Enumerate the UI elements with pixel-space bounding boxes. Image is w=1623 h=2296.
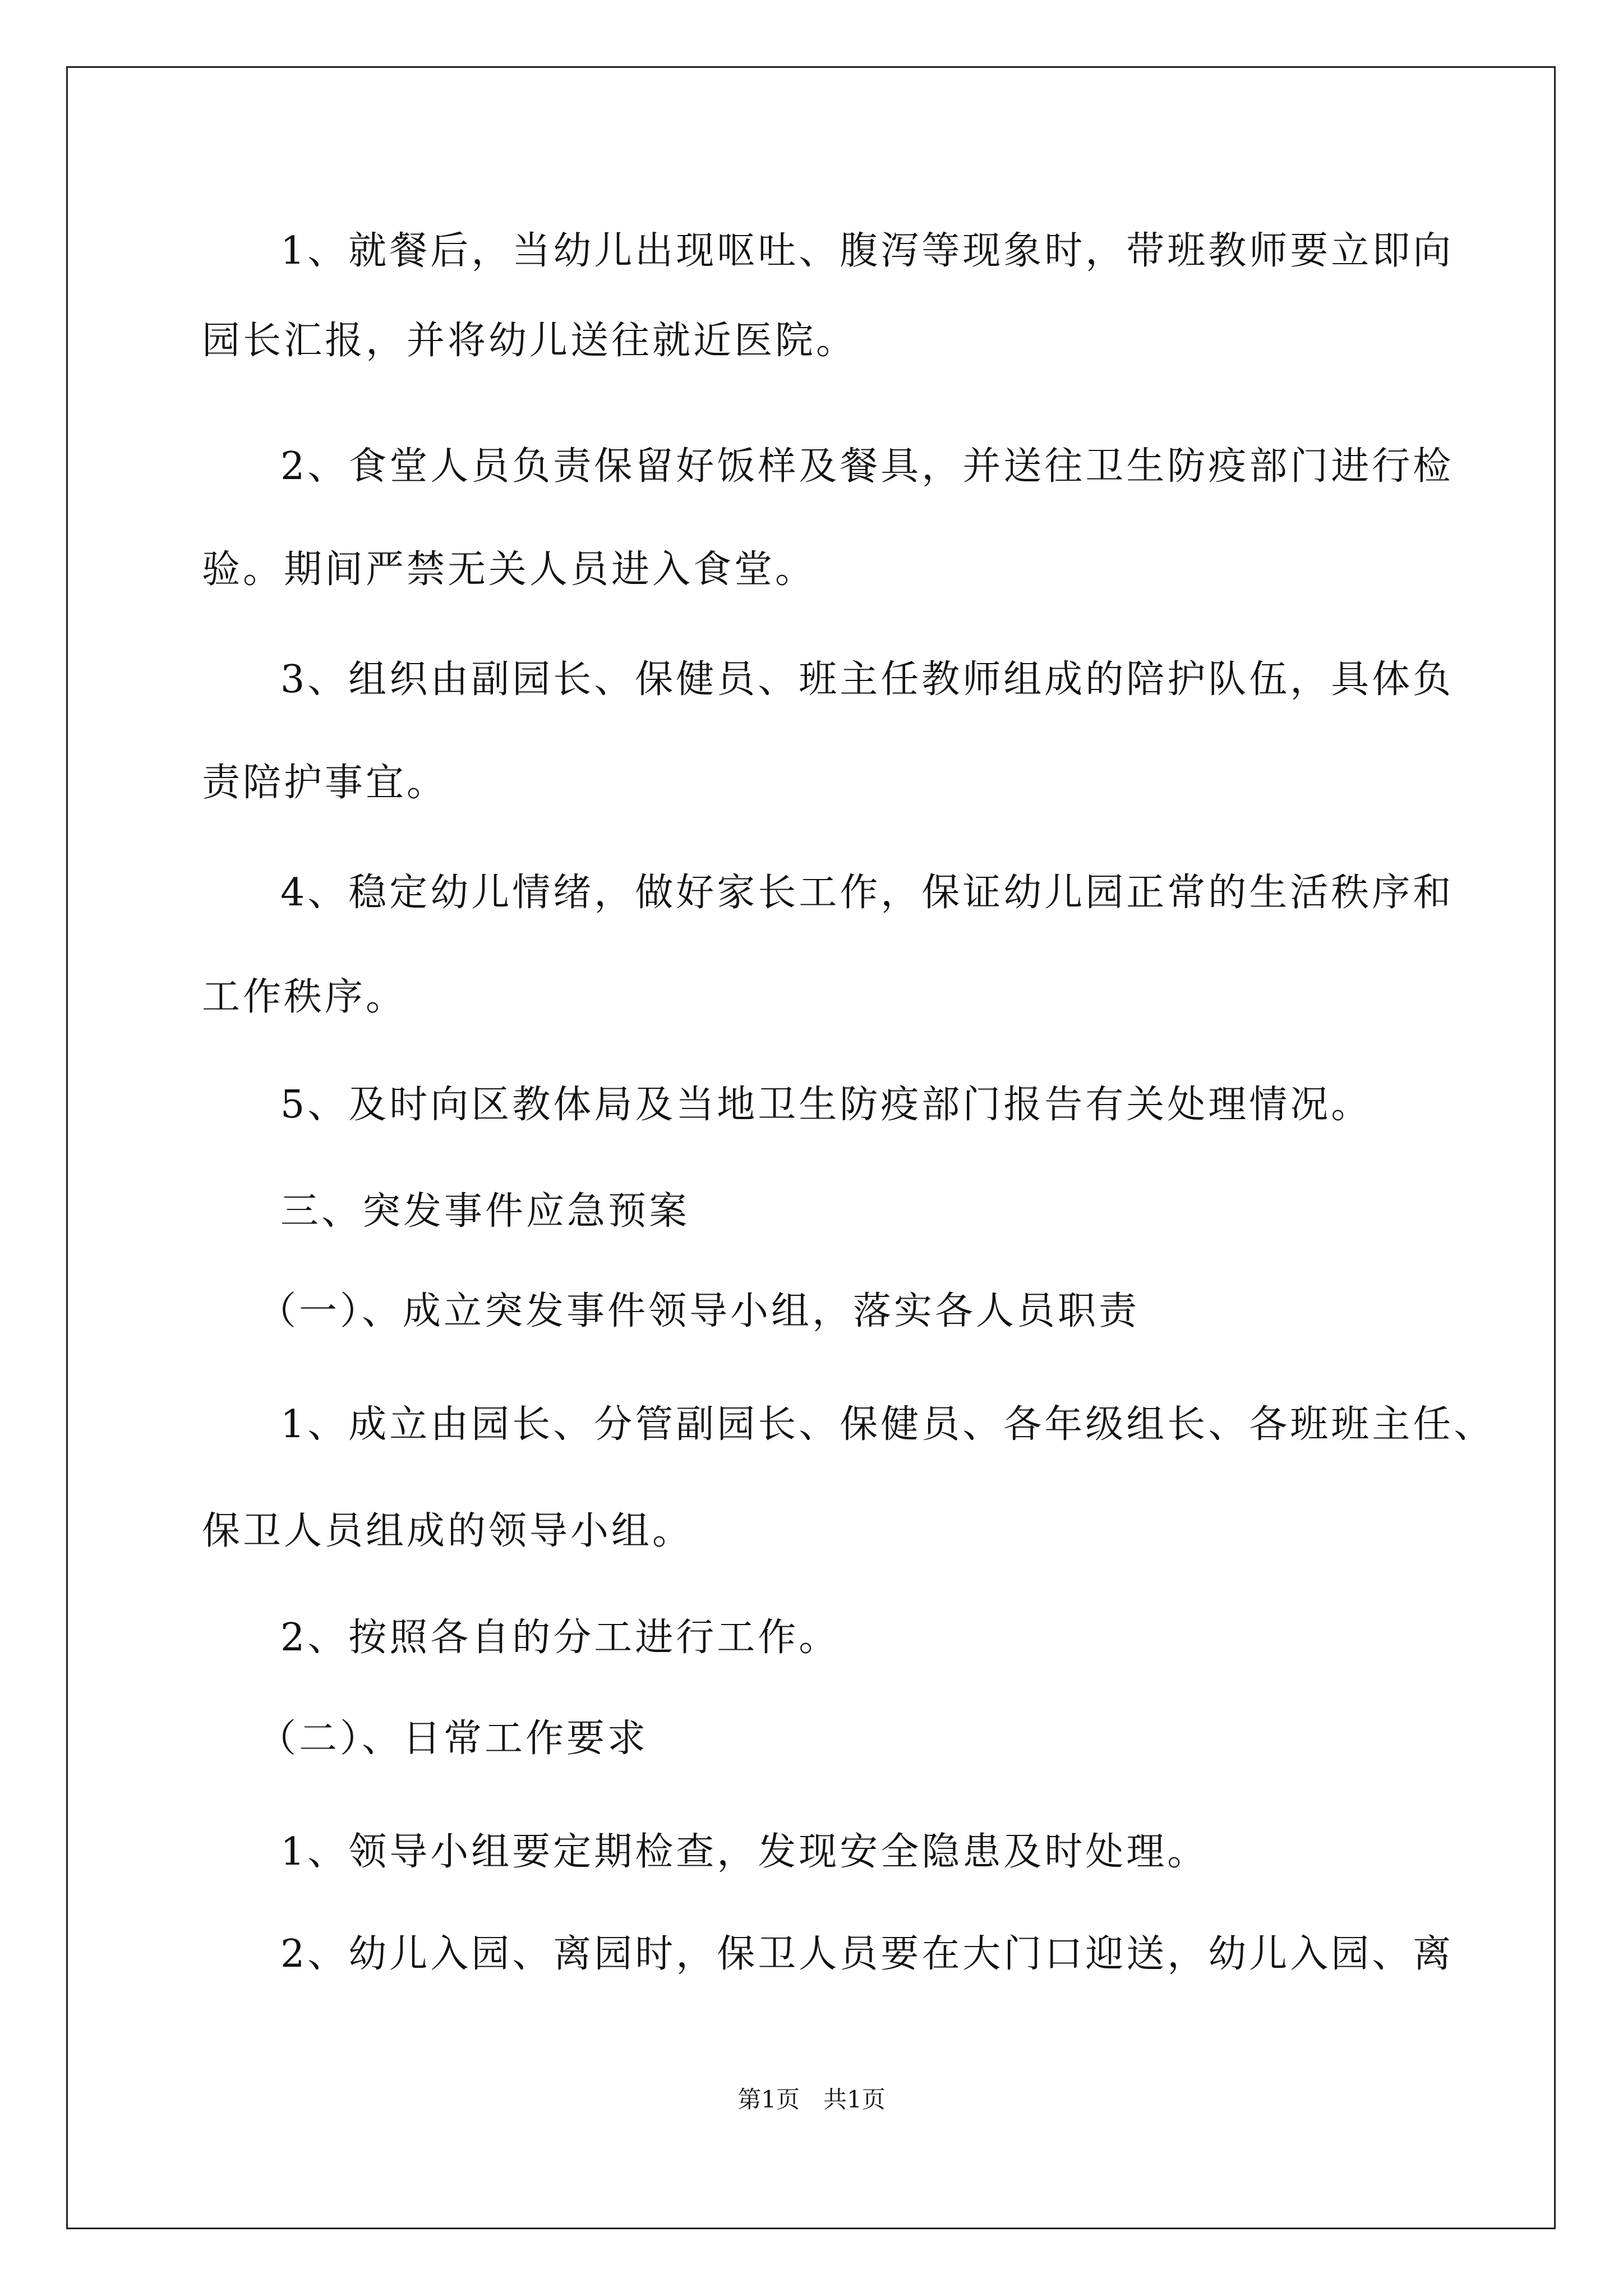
paragraph-line: 2、食堂人员负责保留好饭样及餐具，并送往卫生防疫部门进行检 [280,444,1454,489]
paragraph-line: 1、成立由园长、分管副园长、保健员、各年级组长、各班班主任、 [280,1402,1495,1447]
paragraph-line: 责陪护事宜。 [202,761,448,805]
paragraph-line: 4、稳定幼儿情绪，做好家长工作，保证幼儿园正常的生活秩序和 [280,871,1454,915]
paragraph-line: 1、领导小组要定期检查，发现安全隐患及时处理。 [280,1830,1209,1874]
section-heading: 三、突发事件应急预案 [280,1189,690,1234]
subsection-heading: （二）、日常工作要求 [258,1717,649,1761]
paragraph-line: 2、幼儿入园、离园时，保卫人员要在大门口迎送，幼儿入园、离 [280,1932,1454,1976]
page-border [66,66,1556,2229]
paragraph-line: 工作秩序。 [202,975,407,1019]
paragraph-line: 2、按照各自的分工进行工作。 [280,1616,840,1660]
subsection-heading: （一）、成立突发事件领导小组，落实各人员职责 [258,1289,1140,1333]
paragraph-line: 验。期间严禁无关人员进入食堂。 [202,547,817,592]
paragraph-line: 3、组织由副园长、保健员、班主任教师组成的陪护队伍，具体负 [280,657,1454,702]
paragraph-line: 5、及时向区教体局及当地卫生防疫部门报告有关处理情况。 [280,1083,1372,1127]
paragraph-line: 园长汇报，并将幼儿送往就近医院。 [202,319,857,363]
paragraph-line: 保卫人员组成的领导小组。 [202,1509,694,1553]
page-footer: 第1页 共1页 [737,2086,886,2113]
paragraph-line: 1、就餐后，当幼儿出现呕吐、腹泻等现象时，带班教师要立即向 [280,229,1454,273]
